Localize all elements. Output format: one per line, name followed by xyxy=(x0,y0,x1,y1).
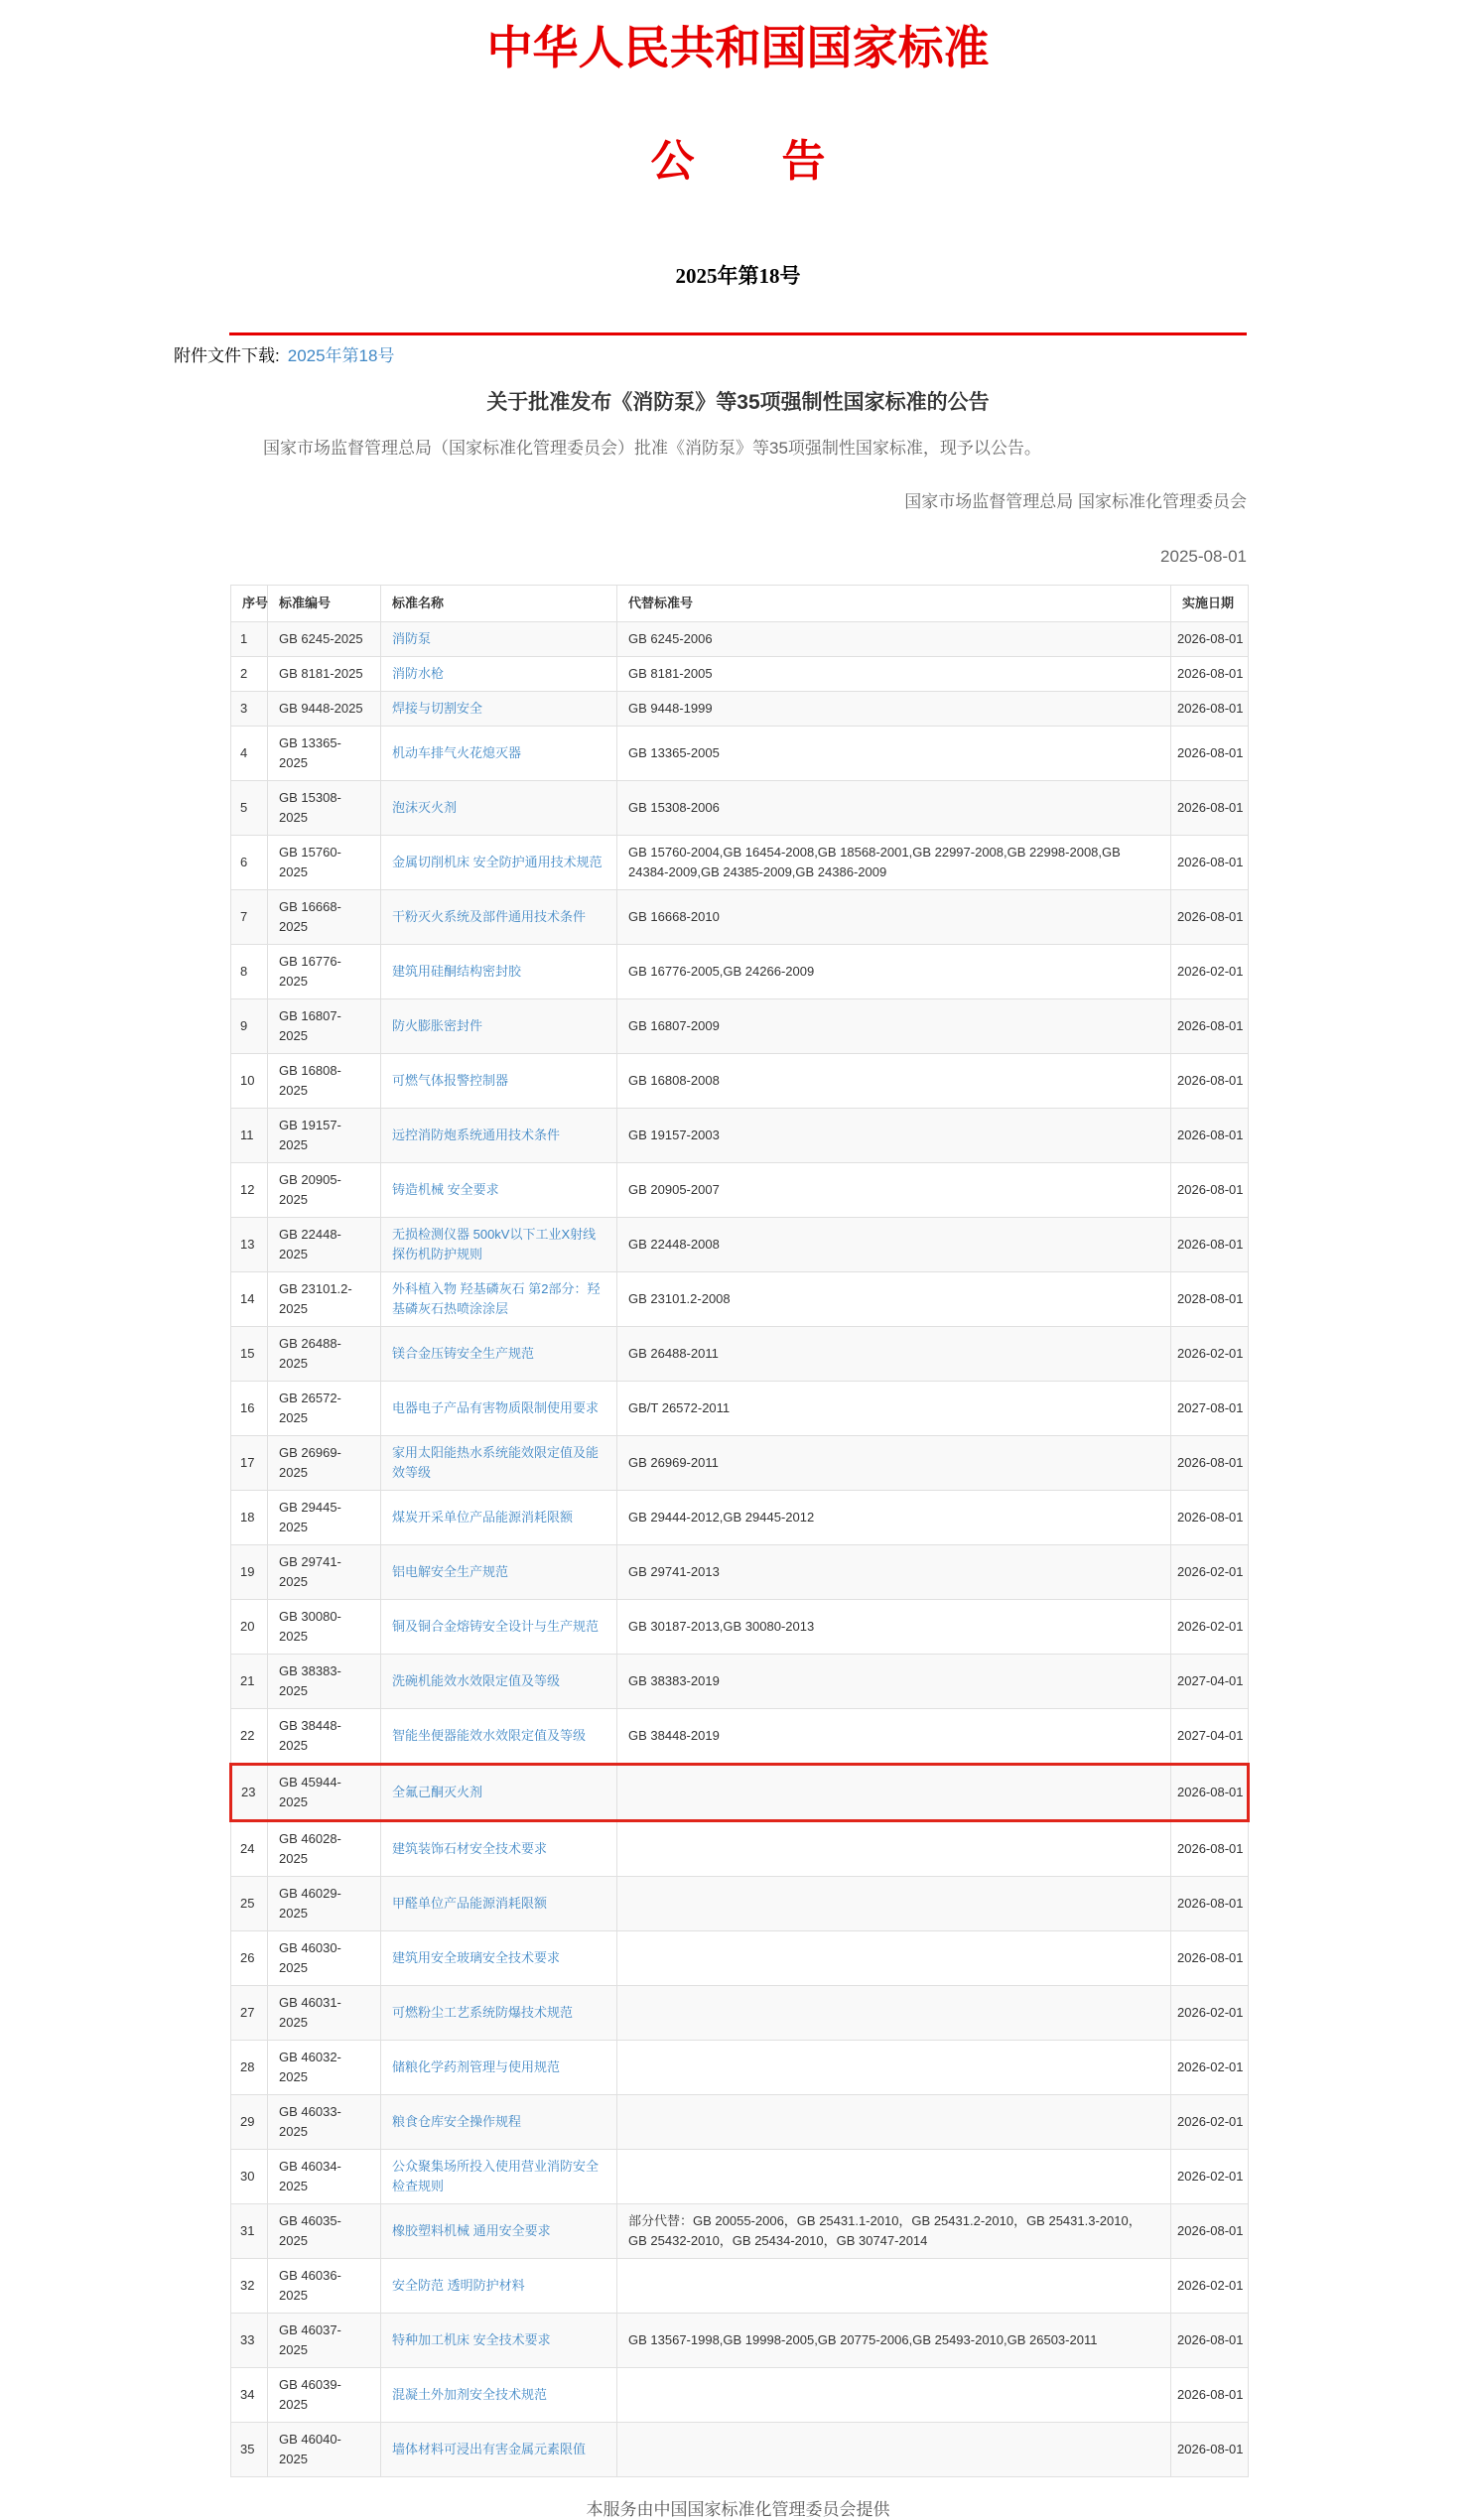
implementation-date-cell: 2026-08-01 xyxy=(1171,2368,1249,2423)
row-index-cell: 21 xyxy=(231,1655,268,1709)
replaced-standards-cell xyxy=(617,2259,1171,2314)
implementation-date-cell: 2027-04-01 xyxy=(1171,1655,1249,1709)
table-row xyxy=(231,781,1249,836)
table-row xyxy=(231,1436,1249,1491)
standard-name-cell xyxy=(381,1436,617,1491)
replaced-standards-cell xyxy=(617,1986,1171,2041)
table-row xyxy=(231,1600,1249,1655)
standard-code-cell: GB 9448-2025 xyxy=(268,692,381,727)
standard-name-link[interactable]: 特种加工机床 安全技术要求 xyxy=(392,2332,551,2347)
standard-code-cell: GB 46036-2025 xyxy=(268,2259,381,2314)
standard-name-cell xyxy=(381,1545,617,1600)
col-header-name: 标准名称 xyxy=(381,586,617,622)
implementation-date-cell: 2026-02-01 xyxy=(1171,1327,1249,1382)
standard-name-link[interactable]: 铜及铜合金熔铸安全设计与生产规范 xyxy=(392,1619,600,1634)
table-row xyxy=(231,1491,1249,1545)
table-row xyxy=(231,836,1249,890)
standard-code-cell: GB 29445-2025 xyxy=(268,1491,381,1545)
standard-name-link[interactable]: 镁合金压铸安全生产规范 xyxy=(392,1346,535,1361)
standard-name-cell xyxy=(381,2368,617,2423)
standard-name-link[interactable]: 混凝土外加剂安全技术规范 xyxy=(392,2387,548,2402)
table-row xyxy=(231,1709,1249,1765)
standard-code-cell: GB 6245-2025 xyxy=(268,622,381,657)
standard-code-cell: GB 20905-2025 xyxy=(268,1163,381,1218)
implementation-date-cell: 2026-08-01 xyxy=(1171,1931,1249,1986)
replaced-standards-cell xyxy=(617,2041,1171,2095)
standard-name-link[interactable]: 建筑装饰石材安全技术要求 xyxy=(392,1841,548,1856)
standard-name-link[interactable]: 储粮化学药剂管理与使用规范 xyxy=(392,2059,561,2074)
implementation-date-cell: 2026-08-01 xyxy=(1171,2314,1249,2368)
standard-code-cell: GB 46039-2025 xyxy=(268,2368,381,2423)
row-index-cell: 9 xyxy=(231,999,268,1054)
implementation-date-cell: 2026-08-01 xyxy=(1171,836,1249,890)
replaced-standards-cell: GB 23101.2-2008 xyxy=(617,1272,1171,1327)
standard-name-cell xyxy=(381,727,617,781)
standard-code-cell: GB 46037-2025 xyxy=(268,2314,381,2368)
standard-name-cell xyxy=(381,2204,617,2259)
row-index-cell: 13 xyxy=(231,1218,268,1272)
standard-name-link[interactable]: 全氟己酮灭火剂 xyxy=(392,1785,483,1799)
standard-code-cell: GB 38448-2025 xyxy=(268,1709,381,1765)
standard-name-link[interactable]: 粮食仓库安全操作规程 xyxy=(392,2114,522,2129)
standard-name-cell xyxy=(381,657,617,692)
standard-name-cell xyxy=(381,836,617,890)
table-row xyxy=(231,2204,1249,2259)
row-index-cell: 8 xyxy=(231,945,268,999)
replaced-standards-cell: GB 8181-2005 xyxy=(617,657,1171,692)
standard-code-cell: GB 46030-2025 xyxy=(268,1931,381,1986)
attachment-download-link[interactable]: 2025年第18号 xyxy=(287,346,395,365)
implementation-date-cell: 2026-08-01 xyxy=(1171,781,1249,836)
standard-name-link[interactable]: 建筑用安全玻璃安全技术要求 xyxy=(392,1950,561,1965)
replaced-standards-cell: GB 6245-2006 xyxy=(617,622,1171,657)
standards-table xyxy=(229,585,1250,2477)
standard-code-cell: GB 26969-2025 xyxy=(268,1436,381,1491)
row-index-cell: 29 xyxy=(231,2095,268,2150)
table-row xyxy=(231,2314,1249,2368)
replaced-standards-cell: GB 16668-2010 xyxy=(617,890,1171,945)
standard-name-link[interactable]: 远控消防炮系统通用技术条件 xyxy=(392,1127,561,1142)
standard-name-cell xyxy=(381,1765,617,1821)
table-row xyxy=(231,2259,1249,2314)
row-index-cell: 19 xyxy=(231,1545,268,1600)
standard-name-cell xyxy=(381,2041,617,2095)
row-index-cell: 33 xyxy=(231,2314,268,2368)
standard-name-cell xyxy=(381,1877,617,1931)
standard-name-link[interactable]: 铝电解安全生产规范 xyxy=(392,1564,509,1579)
standard-code-cell: GB 29741-2025 xyxy=(268,1545,381,1600)
standard-name-cell xyxy=(381,1931,617,1986)
table-row xyxy=(231,890,1249,945)
table-row xyxy=(231,2368,1249,2423)
table-row xyxy=(231,1054,1249,1109)
attachment-row xyxy=(174,344,1247,368)
standard-name-link[interactable]: 家用太阳能热水系统能效限定值及能效等级 xyxy=(392,1445,600,1480)
standard-name-cell xyxy=(381,2095,617,2150)
standard-name-link[interactable]: 干粉灭火系统及部件通用技术条件 xyxy=(392,909,587,924)
implementation-date-cell: 2026-02-01 xyxy=(1171,2150,1249,2204)
standard-code-cell: GB 26488-2025 xyxy=(268,1327,381,1382)
standard-name-link[interactable]: 可燃气体报警控制器 xyxy=(392,1073,509,1088)
implementation-date-cell: 2026-08-01 xyxy=(1171,1877,1249,1931)
implementation-date-cell: 2026-08-01 xyxy=(1171,1218,1249,1272)
standard-code-cell: GB 16668-2025 xyxy=(268,890,381,945)
replaced-standards-cell xyxy=(617,2150,1171,2204)
row-index-cell: 20 xyxy=(231,1600,268,1655)
row-index-cell: 18 xyxy=(231,1491,268,1545)
replaced-standards-cell: GB 26488-2011 xyxy=(617,1327,1171,1382)
standard-name-cell xyxy=(381,1986,617,2041)
standard-name-cell xyxy=(381,1655,617,1709)
replaced-standards-cell: GB 16808-2008 xyxy=(617,1054,1171,1109)
row-index-cell: 2 xyxy=(231,657,268,692)
standard-name-link[interactable]: 电器电子产品有害物质限制使用要求 xyxy=(392,1400,600,1415)
replaced-standards-cell: 部分代替：GB 20055-2006，GB 25431.1-2010，GB 25431.2-2010，GB 25431.3-2010，GB 25432-2010，GB 25434-2010，GB 30747-2014 xyxy=(617,2204,1171,2259)
table-row xyxy=(231,1655,1249,1709)
standard-code-cell: GB 22448-2025 xyxy=(268,1218,381,1272)
standard-code-cell: GB 19157-2025 xyxy=(268,1109,381,1163)
standard-code-cell: GB 16776-2025 xyxy=(268,945,381,999)
row-index-cell: 27 xyxy=(231,1986,268,2041)
implementation-date-cell: 2027-08-01 xyxy=(1171,1382,1249,1436)
implementation-date-cell: 2026-02-01 xyxy=(1171,1986,1249,2041)
replaced-standards-cell: GB 20905-2007 xyxy=(617,1163,1171,1218)
col-header-code: 标准编号 xyxy=(268,586,381,622)
standard-name-link[interactable]: 甲醛单位产品能源消耗限额 xyxy=(392,1896,548,1911)
standard-name-link[interactable]: 安全防范 透明防护材料 xyxy=(392,2278,525,2293)
announcement-title: 关于批准发布《消防泵》等35项强制性国家标准的公告 xyxy=(486,391,990,414)
standard-name-link[interactable]: 墙体材料可浸出有害金属元素限值 xyxy=(392,2442,587,2456)
standard-code-cell: GB 30080-2025 xyxy=(268,1600,381,1655)
page-title: 中华人民共和国国家标准 xyxy=(486,23,990,73)
standard-name-link[interactable]: 机动车排气火花熄灭器 xyxy=(392,745,522,760)
table-row xyxy=(231,1218,1249,1272)
table-row xyxy=(231,1163,1249,1218)
row-index-cell: 4 xyxy=(231,727,268,781)
col-header-replaces: 代替标准号 xyxy=(617,586,1171,622)
replaced-standards-cell: GB 16776-2005,GB 24266-2009 xyxy=(617,945,1171,999)
table-row xyxy=(231,657,1249,692)
standard-name-cell xyxy=(381,1327,617,1382)
table-row xyxy=(231,1382,1249,1436)
standard-code-cell: GB 46032-2025 xyxy=(268,2041,381,2095)
implementation-date-cell: 2026-02-01 xyxy=(1171,2095,1249,2150)
row-index-cell: 16 xyxy=(231,1382,268,1436)
standard-code-cell: GB 23101.2-2025 xyxy=(268,1272,381,1327)
row-index-cell: 30 xyxy=(231,2150,268,2204)
replaced-standards-cell: GB 15760-2004,GB 16454-2008,GB 18568-2001,GB 22997-2008,GB 22998-2008,GB 24384-2009,GB 24385-2009,GB 24386-2009 xyxy=(617,836,1171,890)
attachment-label: 附件文件下载: xyxy=(174,346,280,365)
standard-code-cell: GB 45944-2025 xyxy=(268,1765,381,1821)
replaced-standards-cell: GB 30187-2013,GB 30080-2013 xyxy=(617,1600,1171,1655)
standard-name-cell xyxy=(381,1272,617,1327)
replaced-standards-cell: GB/T 26572-2011 xyxy=(617,1382,1171,1436)
standard-code-cell: GB 46035-2025 xyxy=(268,2204,381,2259)
standard-name-link[interactable]: 公众聚集场所投入使用营业消防安全检查规则 xyxy=(392,2159,600,2193)
replaced-standards-cell: GB 9448-1999 xyxy=(617,692,1171,727)
table-row xyxy=(231,999,1249,1054)
row-index-cell: 31 xyxy=(231,2204,268,2259)
implementation-date-cell: 2026-08-01 xyxy=(1171,1163,1249,1218)
standard-name-cell xyxy=(381,692,617,727)
standard-code-cell: GB 46040-2025 xyxy=(268,2423,381,2477)
standard-name-cell xyxy=(381,2150,617,2204)
standard-name-cell xyxy=(381,622,617,657)
standard-name-cell xyxy=(381,1382,617,1436)
col-header-date: 实施日期 xyxy=(1171,586,1249,622)
implementation-date-cell: 2026-08-01 xyxy=(1171,1436,1249,1491)
implementation-date-cell: 2026-08-01 xyxy=(1171,2204,1249,2259)
announcement-signature: 国家市场监督管理总局 国家标准化管理委员会 xyxy=(904,492,1247,511)
standard-name-link[interactable]: 无损检测仪器 500kV以下工业X射线探伤机防护规则 xyxy=(392,1227,597,1261)
standard-name-cell xyxy=(381,1821,617,1877)
table-row xyxy=(231,2041,1249,2095)
standard-name-cell xyxy=(381,2423,617,2477)
standard-name-link[interactable]: 泡沫灭火剂 xyxy=(392,800,458,815)
row-index-cell: 25 xyxy=(231,1877,268,1931)
implementation-date-cell: 2026-08-01 xyxy=(1171,1491,1249,1545)
implementation-date-cell: 2028-08-01 xyxy=(1171,1272,1249,1327)
standard-code-cell: GB 46034-2025 xyxy=(268,2150,381,2204)
standard-name-link[interactable]: 洗碗机能效水效限定值及等级 xyxy=(392,1673,561,1688)
standard-name-link[interactable]: 焊接与切割安全 xyxy=(392,701,483,716)
standard-name-cell xyxy=(381,1163,617,1218)
standard-name-link[interactable]: 橡胶塑料机械 通用安全要求 xyxy=(392,2223,551,2238)
standard-name-link[interactable]: 消防水枪 xyxy=(392,666,445,681)
row-index-cell: 11 xyxy=(231,1109,268,1163)
replaced-standards-cell xyxy=(617,1877,1171,1931)
standard-name-link[interactable]: 消防泵 xyxy=(392,631,432,646)
standard-name-link[interactable]: 煤炭开采单位产品能源消耗限额 xyxy=(392,1510,574,1525)
row-index-cell: 32 xyxy=(231,2259,268,2314)
standard-name-cell xyxy=(381,999,617,1054)
standard-name-cell xyxy=(381,2259,617,2314)
row-index-cell: 5 xyxy=(231,781,268,836)
table-row xyxy=(231,2423,1249,2477)
announcement-body: 国家市场监督管理总局（国家标准化管理委员会）批准《消防泵》等35项强制性国家标准，现予以公告。 xyxy=(263,439,1041,458)
table-row xyxy=(231,727,1249,781)
table-row xyxy=(231,1272,1249,1327)
standard-name-link[interactable]: 建筑用硅酮结构密封胶 xyxy=(392,964,522,979)
row-index-cell: 24 xyxy=(231,1821,268,1877)
replaced-standards-cell xyxy=(617,2423,1171,2477)
standard-name-link[interactable]: 智能坐便器能效水效限定值及等级 xyxy=(392,1728,587,1743)
table-row xyxy=(231,1545,1249,1600)
table-row xyxy=(231,622,1249,657)
row-index-cell: 14 xyxy=(231,1272,268,1327)
replaced-standards-cell xyxy=(617,2095,1171,2150)
standards-table-body xyxy=(231,622,1249,2477)
row-index-cell: 26 xyxy=(231,1931,268,1986)
standard-code-cell: GB 8181-2025 xyxy=(268,657,381,692)
standard-code-cell: GB 46033-2025 xyxy=(268,2095,381,2150)
replaced-standards-cell: GB 13567-1998,GB 19998-2005,GB 20775-2006,GB 25493-2010,GB 26503-2011 xyxy=(617,2314,1171,2368)
row-index-cell: 17 xyxy=(231,1436,268,1491)
standard-name-cell xyxy=(381,1054,617,1109)
table-row xyxy=(231,1877,1249,1931)
row-index-cell: 6 xyxy=(231,836,268,890)
table-row xyxy=(231,1821,1249,1877)
replaced-standards-cell: GB 16807-2009 xyxy=(617,999,1171,1054)
table-row xyxy=(231,2095,1249,2150)
table-row xyxy=(231,1931,1249,1986)
replaced-standards-cell: GB 22448-2008 xyxy=(617,1218,1171,1272)
replaced-standards-cell: GB 38383-2019 xyxy=(617,1655,1171,1709)
page-content xyxy=(174,23,1247,2520)
standard-name-cell xyxy=(381,1218,617,1272)
issue-number: 2025年第18号 xyxy=(675,264,801,288)
implementation-date-cell: 2026-08-01 xyxy=(1171,692,1249,727)
standard-name-link[interactable]: 可燃粉尘工艺系统防爆技术规范 xyxy=(392,2005,574,2020)
standard-name-cell xyxy=(381,1491,617,1545)
implementation-date-cell: 2026-08-01 xyxy=(1171,657,1249,692)
row-index-cell: 28 xyxy=(231,2041,268,2095)
row-index-cell: 23 xyxy=(231,1765,268,1821)
row-index-cell: 10 xyxy=(231,1054,268,1109)
replaced-standards-cell: GB 13365-2005 xyxy=(617,727,1171,781)
col-header-index: 序号 xyxy=(231,586,268,622)
standard-name-link[interactable]: 防火膨胀密封件 xyxy=(392,1018,483,1033)
footer-text: 本服务由中国国家标准化管理委员会提供 xyxy=(586,2500,890,2519)
implementation-date-cell: 2026-02-01 xyxy=(1171,1600,1249,1655)
standard-code-cell: GB 26572-2025 xyxy=(268,1382,381,1436)
replaced-standards-cell: GB 38448-2019 xyxy=(617,1709,1171,1765)
table-row xyxy=(231,1327,1249,1382)
standard-name-cell xyxy=(381,890,617,945)
table-row xyxy=(231,945,1249,999)
standard-name-link[interactable]: 铸造机械 安全要求 xyxy=(392,1182,499,1197)
row-index-cell: 22 xyxy=(231,1709,268,1765)
page-subtitle: 公 告 xyxy=(650,137,826,186)
implementation-date-cell: 2026-08-01 xyxy=(1171,890,1249,945)
implementation-date-cell: 2026-08-01 xyxy=(1171,999,1249,1054)
implementation-date-cell: 2026-08-01 xyxy=(1171,1109,1249,1163)
red-divider xyxy=(229,332,1247,335)
standard-name-link[interactable]: 金属切削机床 安全防护通用技术规范 xyxy=(392,855,603,869)
standard-name-cell xyxy=(381,1600,617,1655)
implementation-date-cell: 2026-08-01 xyxy=(1171,1821,1249,1877)
announcement-date: 2025-08-01 xyxy=(1160,547,1247,566)
table-row xyxy=(231,1986,1249,2041)
standard-code-cell: GB 38383-2025 xyxy=(268,1655,381,1709)
standard-code-cell: GB 15308-2025 xyxy=(268,781,381,836)
implementation-date-cell: 2027-04-01 xyxy=(1171,1709,1249,1765)
standard-code-cell: GB 46031-2025 xyxy=(268,1986,381,2041)
implementation-date-cell: 2026-08-01 xyxy=(1171,2423,1249,2477)
row-index-cell: 1 xyxy=(231,622,268,657)
standard-code-cell: GB 46029-2025 xyxy=(268,1877,381,1931)
row-index-cell: 15 xyxy=(231,1327,268,1382)
row-index-cell: 12 xyxy=(231,1163,268,1218)
replaced-standards-cell xyxy=(617,1931,1171,1986)
standard-code-cell: GB 15760-2025 xyxy=(268,836,381,890)
standard-name-cell xyxy=(381,1109,617,1163)
table-row xyxy=(231,1109,1249,1163)
standard-name-cell xyxy=(381,1709,617,1765)
implementation-date-cell: 2026-08-01 xyxy=(1171,1054,1249,1109)
implementation-date-cell: 2026-02-01 xyxy=(1171,2259,1249,2314)
implementation-date-cell: 2026-02-01 xyxy=(1171,945,1249,999)
standard-name-link[interactable]: 外科植入物 羟基磷灰石 第2部分：羟基磷灰石热喷涂涂层 xyxy=(392,1281,601,1316)
standard-name-cell xyxy=(381,2314,617,2368)
standard-name-cell xyxy=(381,781,617,836)
replaced-standards-cell: GB 19157-2003 xyxy=(617,1109,1171,1163)
row-index-cell: 35 xyxy=(231,2423,268,2477)
implementation-date-cell: 2026-08-01 xyxy=(1171,727,1249,781)
table-row xyxy=(231,1765,1249,1821)
implementation-date-cell: 2026-02-01 xyxy=(1171,1545,1249,1600)
row-index-cell: 3 xyxy=(231,692,268,727)
table-row xyxy=(231,2150,1249,2204)
implementation-date-cell: 2026-08-01 xyxy=(1171,1765,1249,1821)
standard-code-cell: GB 16807-2025 xyxy=(268,999,381,1054)
standard-name-cell xyxy=(381,945,617,999)
replaced-standards-cell: GB 26969-2011 xyxy=(617,1436,1171,1491)
replaced-standards-cell xyxy=(617,1821,1171,1877)
implementation-date-cell: 2026-02-01 xyxy=(1171,2041,1249,2095)
table-row xyxy=(231,692,1249,727)
row-index-cell: 34 xyxy=(231,2368,268,2423)
standard-code-cell: GB 16808-2025 xyxy=(268,1054,381,1109)
replaced-standards-cell: GB 29444-2012,GB 29445-2012 xyxy=(617,1491,1171,1545)
row-index-cell: 7 xyxy=(231,890,268,945)
implementation-date-cell: 2026-08-01 xyxy=(1171,622,1249,657)
replaced-standards-cell: GB 29741-2013 xyxy=(617,1545,1171,1600)
replaced-standards-cell: GB 15308-2006 xyxy=(617,781,1171,836)
replaced-standards-cell xyxy=(617,2368,1171,2423)
replaced-standards-cell xyxy=(617,1765,1171,1821)
standard-code-cell: GB 46028-2025 xyxy=(268,1821,381,1877)
table-header-row xyxy=(231,586,1249,622)
standard-code-cell: GB 13365-2025 xyxy=(268,727,381,781)
